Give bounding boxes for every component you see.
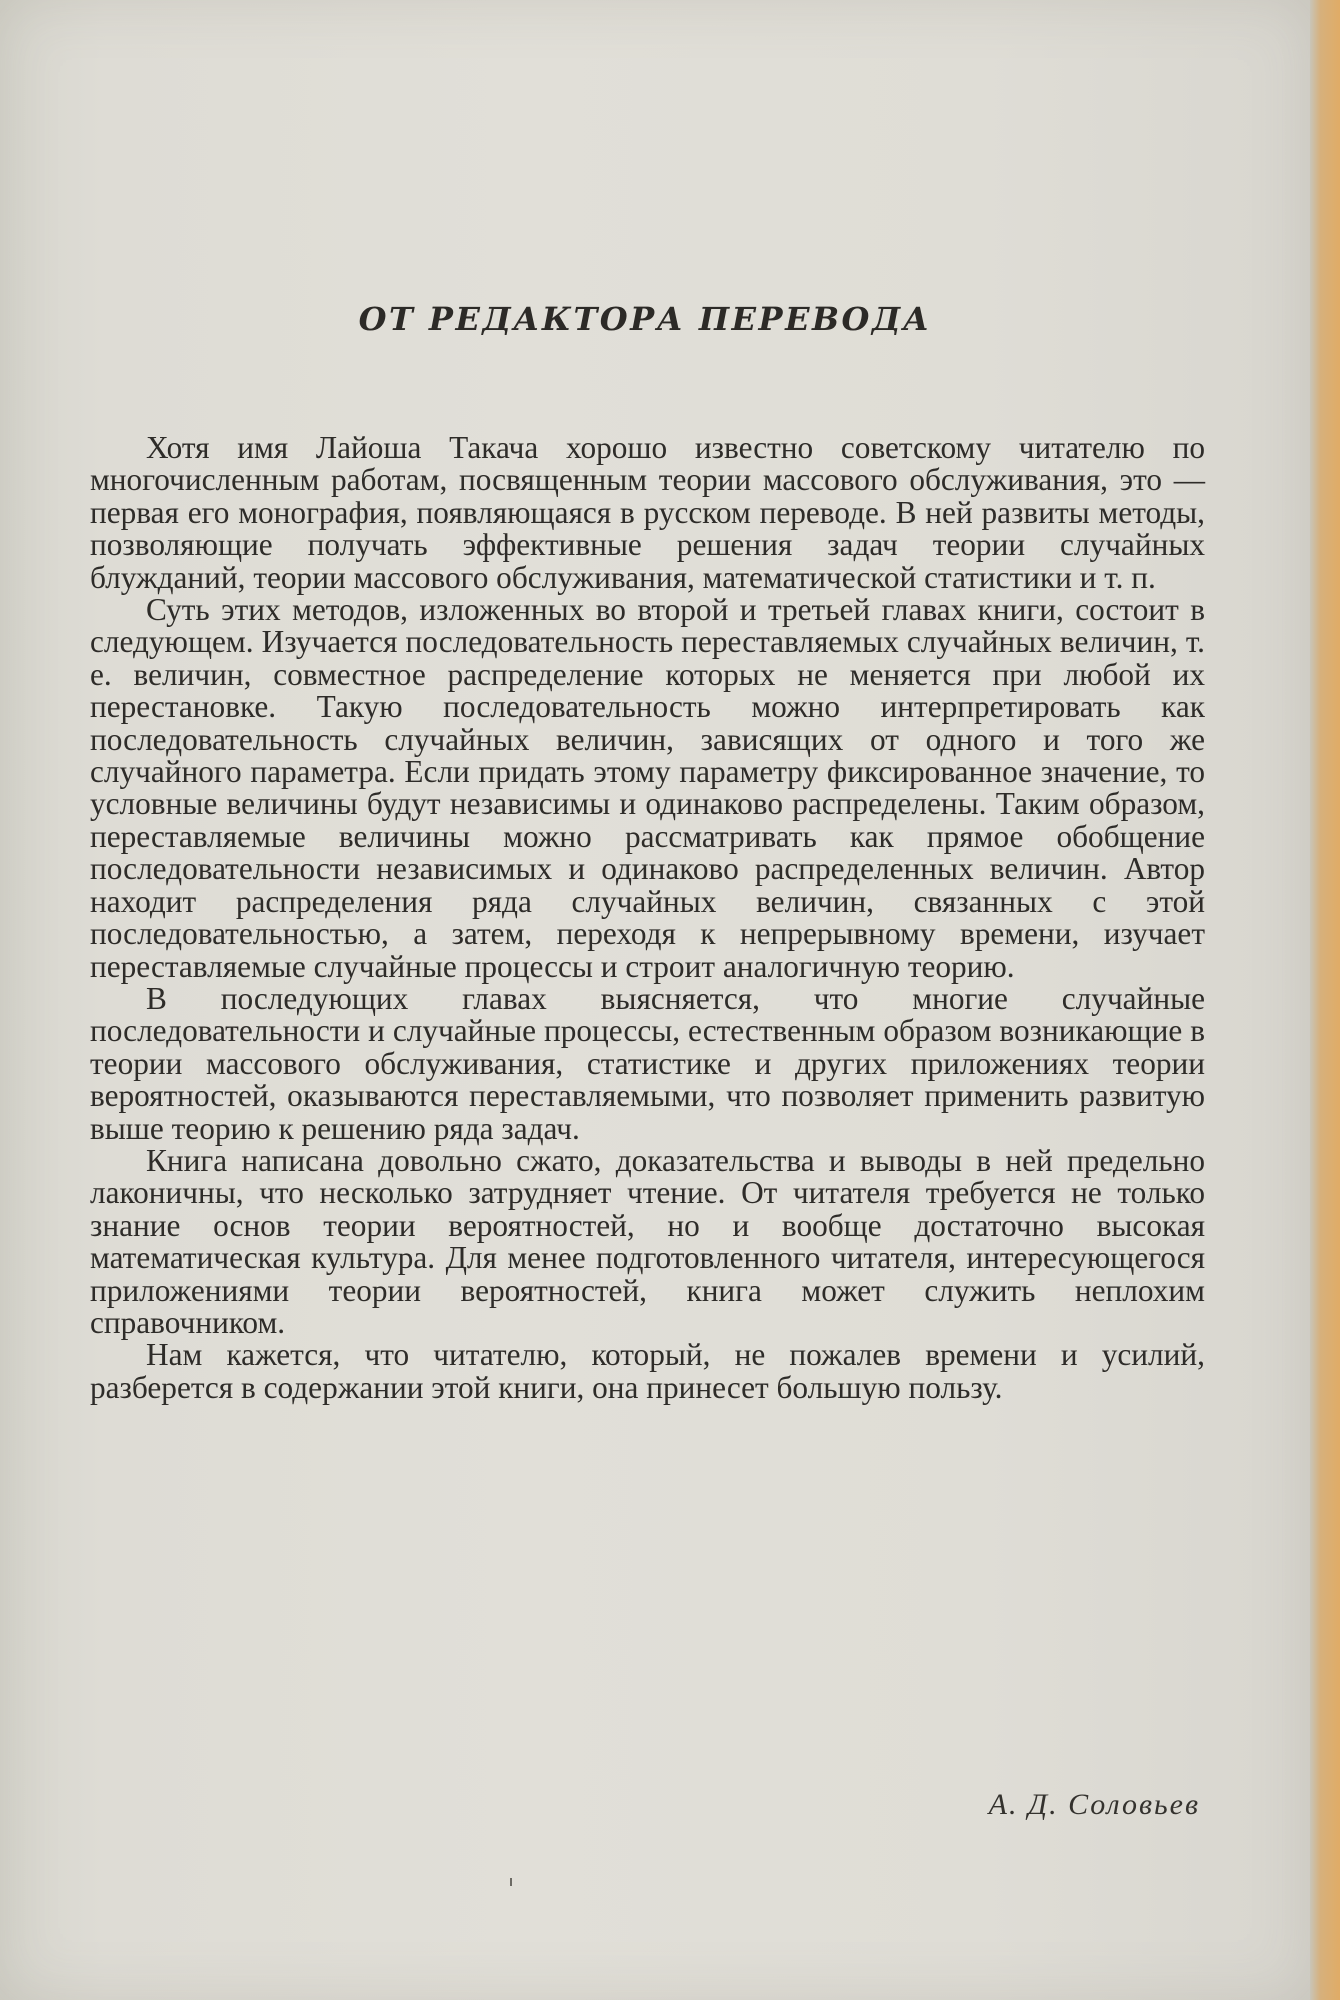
paragraph-2: Суть этих методов, изложенных во второй и третьей главах книги, состоит в следующем. Изучается последовательность переставляемых случайных величин, т. е. величин, совместное распределение которых не меняется при любой их перестановке. Такую последовательность можно интерпретировать как последовательность случайных величин, зависящих от одного и того же случайного параметра. Если придать этому параметру фиксированное значение, то условные величины будут независимы и одинаково распределены. Таким образом, переставляемые величины можно рассматривать как прямое обобщение последовательности независимых и одинаково распределенных величин. Автор находит распределения ряда случайных величин, связанных с этой последовательностью, а затем, переходя к непрерывному времени, изучает переставляемые случайные процессы и строит аналогичную теорию.: [90, 592, 1205, 984]
body-text: [90, 432, 1205, 1404]
page-title: ОТ РЕДАКТОРА ПЕРЕВОДА: [358, 300, 932, 338]
paragraph-1: Хотя имя Лайоша Такача хорошо известно советскому читателю по многочисленным работам, посвященным теории массового обслуживания, это — первая его монография, появляющаяся в русском переводе. В ней развиты методы, позволяющие получать эффективные решения задач теории случайных блужданий, теории массового обслуживания, математической статистики и т. п.: [90, 430, 1205, 595]
paragraph-4: Книга написана довольно сжато, доказательства и выводы в ней предельно лаконичны, что несколько затрудняет чтение. От читателя требуется не только знание основ теории вероятностей, но и вообще достаточно высокая математическая культура. Для менее подготовленного читателя, интересующегося приложениями теории вероятностей, книга может служить неплохим справочником.: [90, 1142, 1205, 1340]
signature: А. Д. Соловьев: [988, 1788, 1200, 1821]
print-speck: [510, 1878, 512, 1886]
page-edge: [1310, 0, 1340, 2000]
paragraph-5: Нам кажется, что читателю, который, не пожалев времени и усилий, разберется в содержании этой книги, она принесет большую пользу.: [90, 1337, 1205, 1405]
paragraph-3: В последующих главах выясняется, что многие случайные последовательности и случайные процессы, естественным образом возникающие в теории массового обслуживания, статистике и других приложениях теории вероятностей, оказываются переставляемыми, что позволяет применить развитую выше теорию к решению ряда задач.: [90, 980, 1205, 1146]
